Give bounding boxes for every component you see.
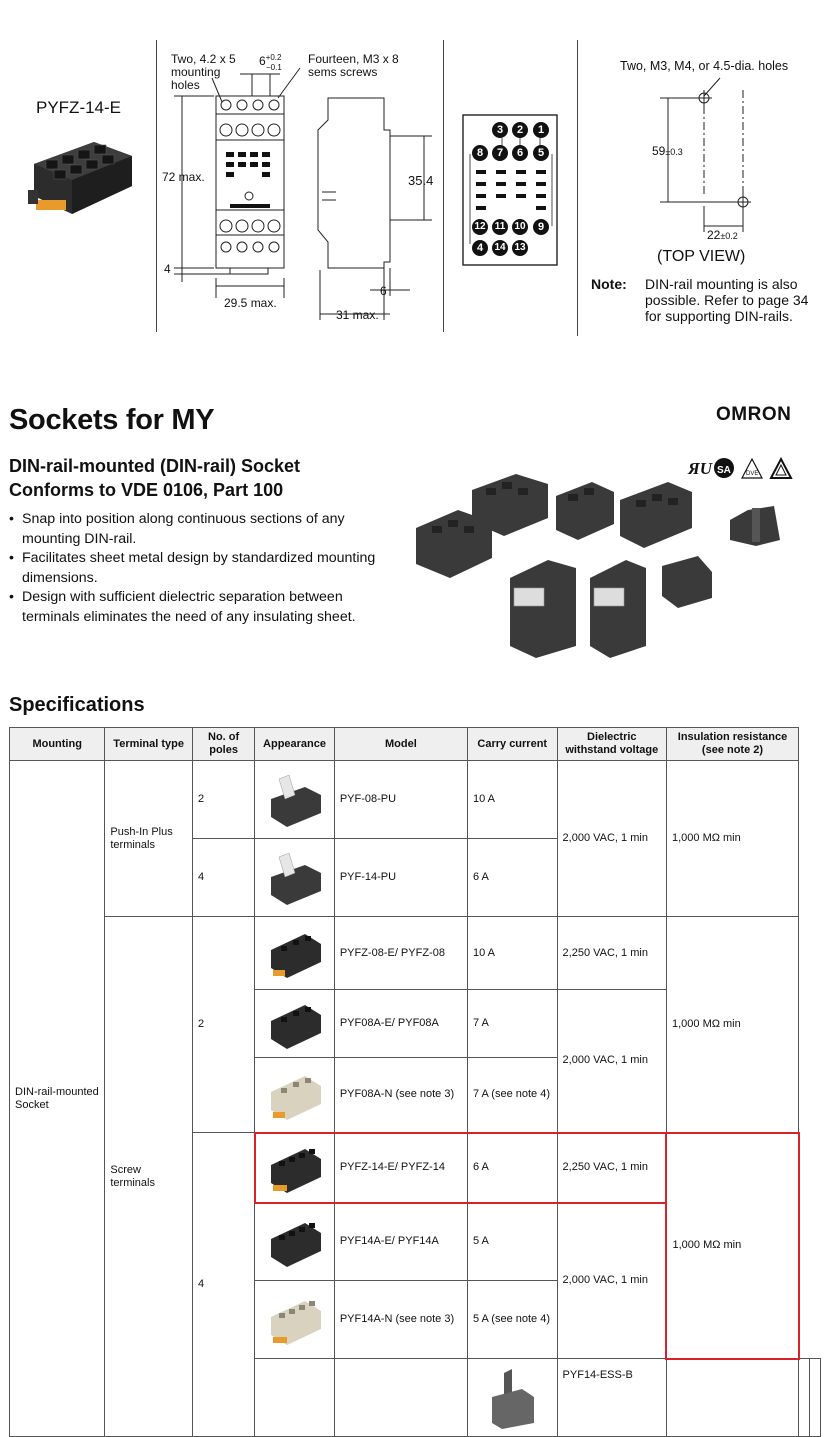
feature-item: • Snap into position along continuous sections of any mounting DIN-rail. — [9, 510, 399, 549]
socket-thumbnail-black — [265, 1211, 325, 1273]
mounting-cell: DIN-rail-mounted Socket — [10, 761, 105, 1437]
socket-thumbnail-pushin — [265, 847, 325, 909]
terminal-1: 1 — [533, 122, 549, 138]
poles-cell: 2 — [192, 761, 254, 839]
col-header-current: Carry current — [467, 728, 557, 761]
current-cell: 5 A (see note 4) — [467, 1281, 557, 1359]
terminal-type-pushin: Push-In Plus terminals — [105, 761, 193, 917]
side-view-drawing — [300, 90, 440, 320]
appearance-cell — [255, 917, 335, 990]
current-cell — [666, 1359, 798, 1437]
socket-thumbnail-black — [265, 1137, 325, 1199]
top-view-caption: (TOP VIEW) — [657, 248, 746, 265]
dim-4: 4 — [164, 262, 171, 276]
model-cell: PYF-14-PU — [334, 839, 467, 917]
dim-width: 29.5 max. — [224, 296, 277, 310]
subtitle-line-1: DIN-rail-mounted (DIN-rail) Socket — [9, 456, 301, 476]
terminal-6: 6 — [512, 145, 528, 161]
terminal-7: 7 — [492, 145, 508, 161]
model-cell: PYF14-ESS-B — [557, 1359, 666, 1437]
appearance-cell — [255, 990, 335, 1058]
appearance-cell — [255, 1281, 335, 1359]
tolerance-6: $6^{+0.2}$ — [259, 53, 282, 68]
col-header-model: Model — [334, 728, 467, 761]
terminal-14: 14 — [492, 240, 508, 256]
col-header-appearance: Appearance — [255, 728, 335, 761]
svg-text:SA: SA — [717, 465, 731, 476]
dim-22: 22±0.2 — [707, 228, 738, 242]
appearance-cell — [255, 1203, 335, 1281]
appearance-cell — [255, 839, 335, 917]
specifications-table — [9, 727, 821, 1437]
tolerance-6-minus: −0.1 — [266, 63, 282, 72]
terminal-3: 3 — [492, 122, 508, 138]
dielectric-cell: 2,000 VAC, 1 min — [557, 1203, 666, 1359]
model-cell: PYF08A-N (see note 3) — [334, 1058, 467, 1133]
appearance-cell — [255, 761, 335, 839]
insulation-cell: 1,000 MΩ min — [666, 761, 798, 917]
socket-thumbnail-black — [265, 922, 325, 984]
note-label: Note: — [591, 276, 627, 292]
dielectric-cell — [799, 1359, 810, 1437]
terminal-type-screw: Screw terminals — [105, 917, 193, 1437]
terminal-4: 4 — [472, 240, 488, 256]
note-text: DIN-rail mounting is also possible. Refer to page 34 for supporting DIN-rails. — [645, 276, 809, 324]
top-view-holes-note: Two, M3, M4, or 4.5-dia. holes — [620, 59, 789, 73]
product-label: PYFZ-14-E — [36, 98, 122, 117]
screws-note: Fourteen, M3 x 8 sems screws — [308, 52, 399, 79]
terminal-12: 12 — [472, 219, 488, 235]
socket-thumbnail-black — [265, 993, 325, 1055]
dim-side-w: 31 max. — [336, 308, 379, 322]
poles-cell — [334, 1359, 467, 1437]
dielectric-cell: 2,250 VAC, 1 min — [557, 1133, 666, 1203]
terminal-circles — [462, 114, 558, 268]
current-cell: 6 A — [467, 839, 557, 917]
poles-cell: 4 — [192, 839, 254, 917]
dielectric-cell: 2,250 VAC, 1 min — [557, 917, 666, 990]
section-divider — [156, 40, 157, 332]
current-cell: 5 A — [467, 1203, 557, 1281]
dim-59: 59±0.3 — [652, 144, 683, 158]
socket-thumbnail-ess — [482, 1367, 542, 1429]
poles-cell: 4 — [192, 1133, 254, 1437]
model-cell: PYF14A-N (see note 3) — [334, 1281, 467, 1359]
col-header-insulation: Insulation resistance (see note 2) — [666, 728, 798, 761]
section-divider — [443, 40, 444, 332]
terminal-9: 9 — [533, 219, 549, 235]
model-cell: PYF08A-E/ PYF08A — [334, 990, 467, 1058]
col-header-dielectric: Dielectric withstand voltage — [557, 728, 666, 761]
model-cell: PYFZ-14-E/ PYFZ-14 — [334, 1133, 467, 1203]
socket-thumbnail-pushin — [265, 769, 325, 831]
table-row — [10, 917, 821, 990]
terminal-10: 10 — [512, 219, 528, 235]
holes-note: Two, 4.2 x 5 mounting holes — [171, 52, 236, 92]
terminal-13: 13 — [512, 240, 528, 256]
specifications-heading: Specifications — [9, 694, 145, 716]
dielectric-cell: 2,000 VAC, 1 min — [557, 990, 666, 1133]
appearance-cell — [255, 1058, 335, 1133]
current-cell: 7 A — [467, 990, 557, 1058]
insulation-cell: 1,000 MΩ min — [666, 917, 798, 1133]
current-cell: 6 A — [467, 1133, 557, 1203]
section-divider — [577, 40, 578, 336]
table-header-row — [10, 728, 821, 761]
col-header-poles: No. of poles — [192, 728, 254, 761]
dielectric-cell: 2,000 VAC, 1 min — [557, 761, 666, 917]
omron-logo: OMRON — [716, 404, 792, 425]
model-cell: PYFZ-08-E/ PYFZ-08 — [334, 917, 467, 990]
svg-text:ЯU: ЯU — [688, 459, 712, 478]
poles-cell: 2 — [192, 917, 254, 1133]
sockets-group-photo — [408, 470, 798, 660]
insulation-cell-highlighted: 1,000 MΩ min — [666, 1133, 798, 1359]
top-view-drawing — [640, 76, 770, 246]
subtitle-line-2: Conforms to VDE 0106, Part 100 — [9, 480, 284, 500]
svg-text:DVE: DVE — [746, 471, 759, 477]
table-row — [10, 761, 821, 839]
feature-list — [9, 510, 399, 627]
terminal-type-cell — [255, 1359, 335, 1437]
model-cell: PYF14A-E/ PYF14A — [334, 1203, 467, 1281]
page-title: Sockets for MY — [9, 404, 215, 436]
terminal-11: 11 — [492, 219, 508, 235]
model-cell: PYF-08-PU — [334, 761, 467, 839]
feature-item: • Facilitates sheet metal design by standardized mounting dimensions. — [9, 549, 399, 588]
socket-photo-pyfz-14-e — [24, 124, 140, 224]
current-cell: 10 A — [467, 917, 557, 990]
current-cell: 7 A (see note 4) — [467, 1058, 557, 1133]
feature-item: • Design with sufficient dielectric separation between terminals eliminates the need of any insulating sheet. — [9, 588, 399, 627]
col-header-mounting: Mounting — [10, 728, 105, 761]
terminal-8: 8 — [472, 145, 488, 161]
insulation-cell — [810, 1359, 821, 1437]
current-cell: 10 A — [467, 761, 557, 839]
col-header-terminal: Terminal type — [105, 728, 193, 761]
dim-side-6: 6 — [380, 284, 387, 298]
terminal-2: 2 — [512, 122, 528, 138]
dim-side-h: 35.4 — [408, 173, 434, 188]
socket-thumbnail-beige — [265, 1289, 325, 1351]
terminal-5: 5 — [533, 145, 549, 161]
appearance-cell — [467, 1359, 557, 1437]
appearance-cell — [255, 1133, 335, 1203]
socket-thumbnail-beige — [265, 1064, 325, 1126]
dim-height: 72 max. — [162, 170, 205, 184]
